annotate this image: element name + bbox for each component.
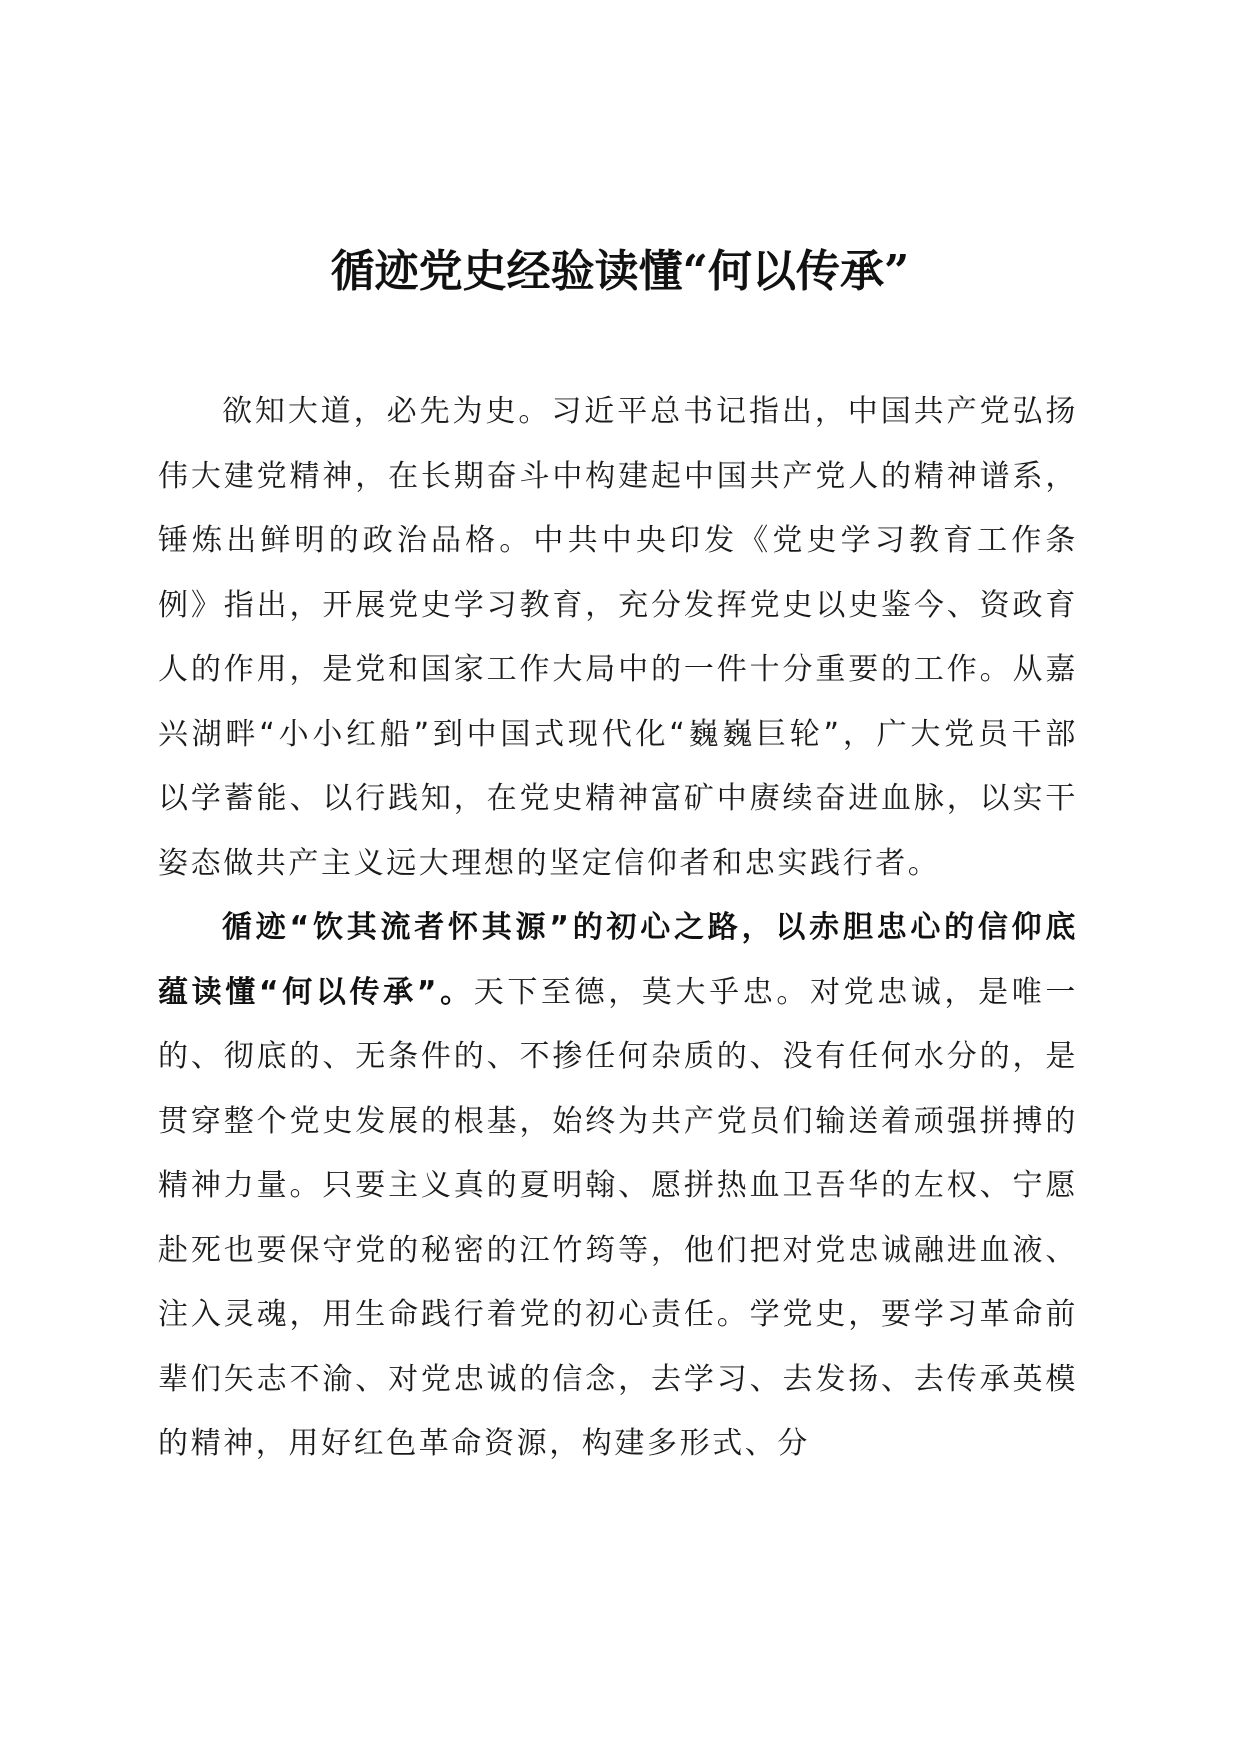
paragraph-2-text: 天下至德，莫大乎忠。对党忠诚，是唯一的、彻底的、无条件的、不掺任何杂质的、没有任何水分的，是贯穿整个党史发展的根基，始终为共产党员们输送着顽强拼搏的精神力量。只要主义真的夏明翰、愿拼热血卫吾华的左权、宁愿赴死也要保守党的秘密的江竹筠等，他们把对党忠诚融进血液、注入灵魂，用生命践行着党的初心责任。学党史，要学习革命前辈们矢志不渝、对党忠诚的信念，去学习、去发扬、去传承英模的精神，用好红色革命资源，构建多形式、分	[158, 974, 1078, 1461]
document-title: 循迹党史经验读懂“何以传承”	[330, 246, 910, 297]
document-body	[158, 380, 1078, 1477]
paragraph-2-lead: 循迹“饮其流者怀其源”的初心之路，以赤胆忠心的信仰底蕴读懂“何以传承”。	[158, 910, 1078, 1010]
paragraph-1-text: 欲知大道，必先为史。习近平总书记指出，中国共产党弘扬伟大建党精神，在长期奋斗中构建起中国共产党人的精神谱系，锤炼出鲜明的政治品格。中共中央印发《党史学习教育工作条例》指出，开展党史学习教育，充分发挥党史以史鉴今、资政育人的作用，是党和国家工作大局中的一件十分重要的工作。从嘉兴湖畔“小小红船”到中国式现代化“巍巍巨轮”，广大党员干部以学蓄能、以行践知，在党史精神富矿中赓续奋进血脉，以实干姿态做共产主义远大理想的坚定信仰者和忠实践行者。	[158, 394, 1078, 881]
paragraph-2	[158, 896, 1078, 1477]
paragraph-1	[158, 380, 1078, 896]
